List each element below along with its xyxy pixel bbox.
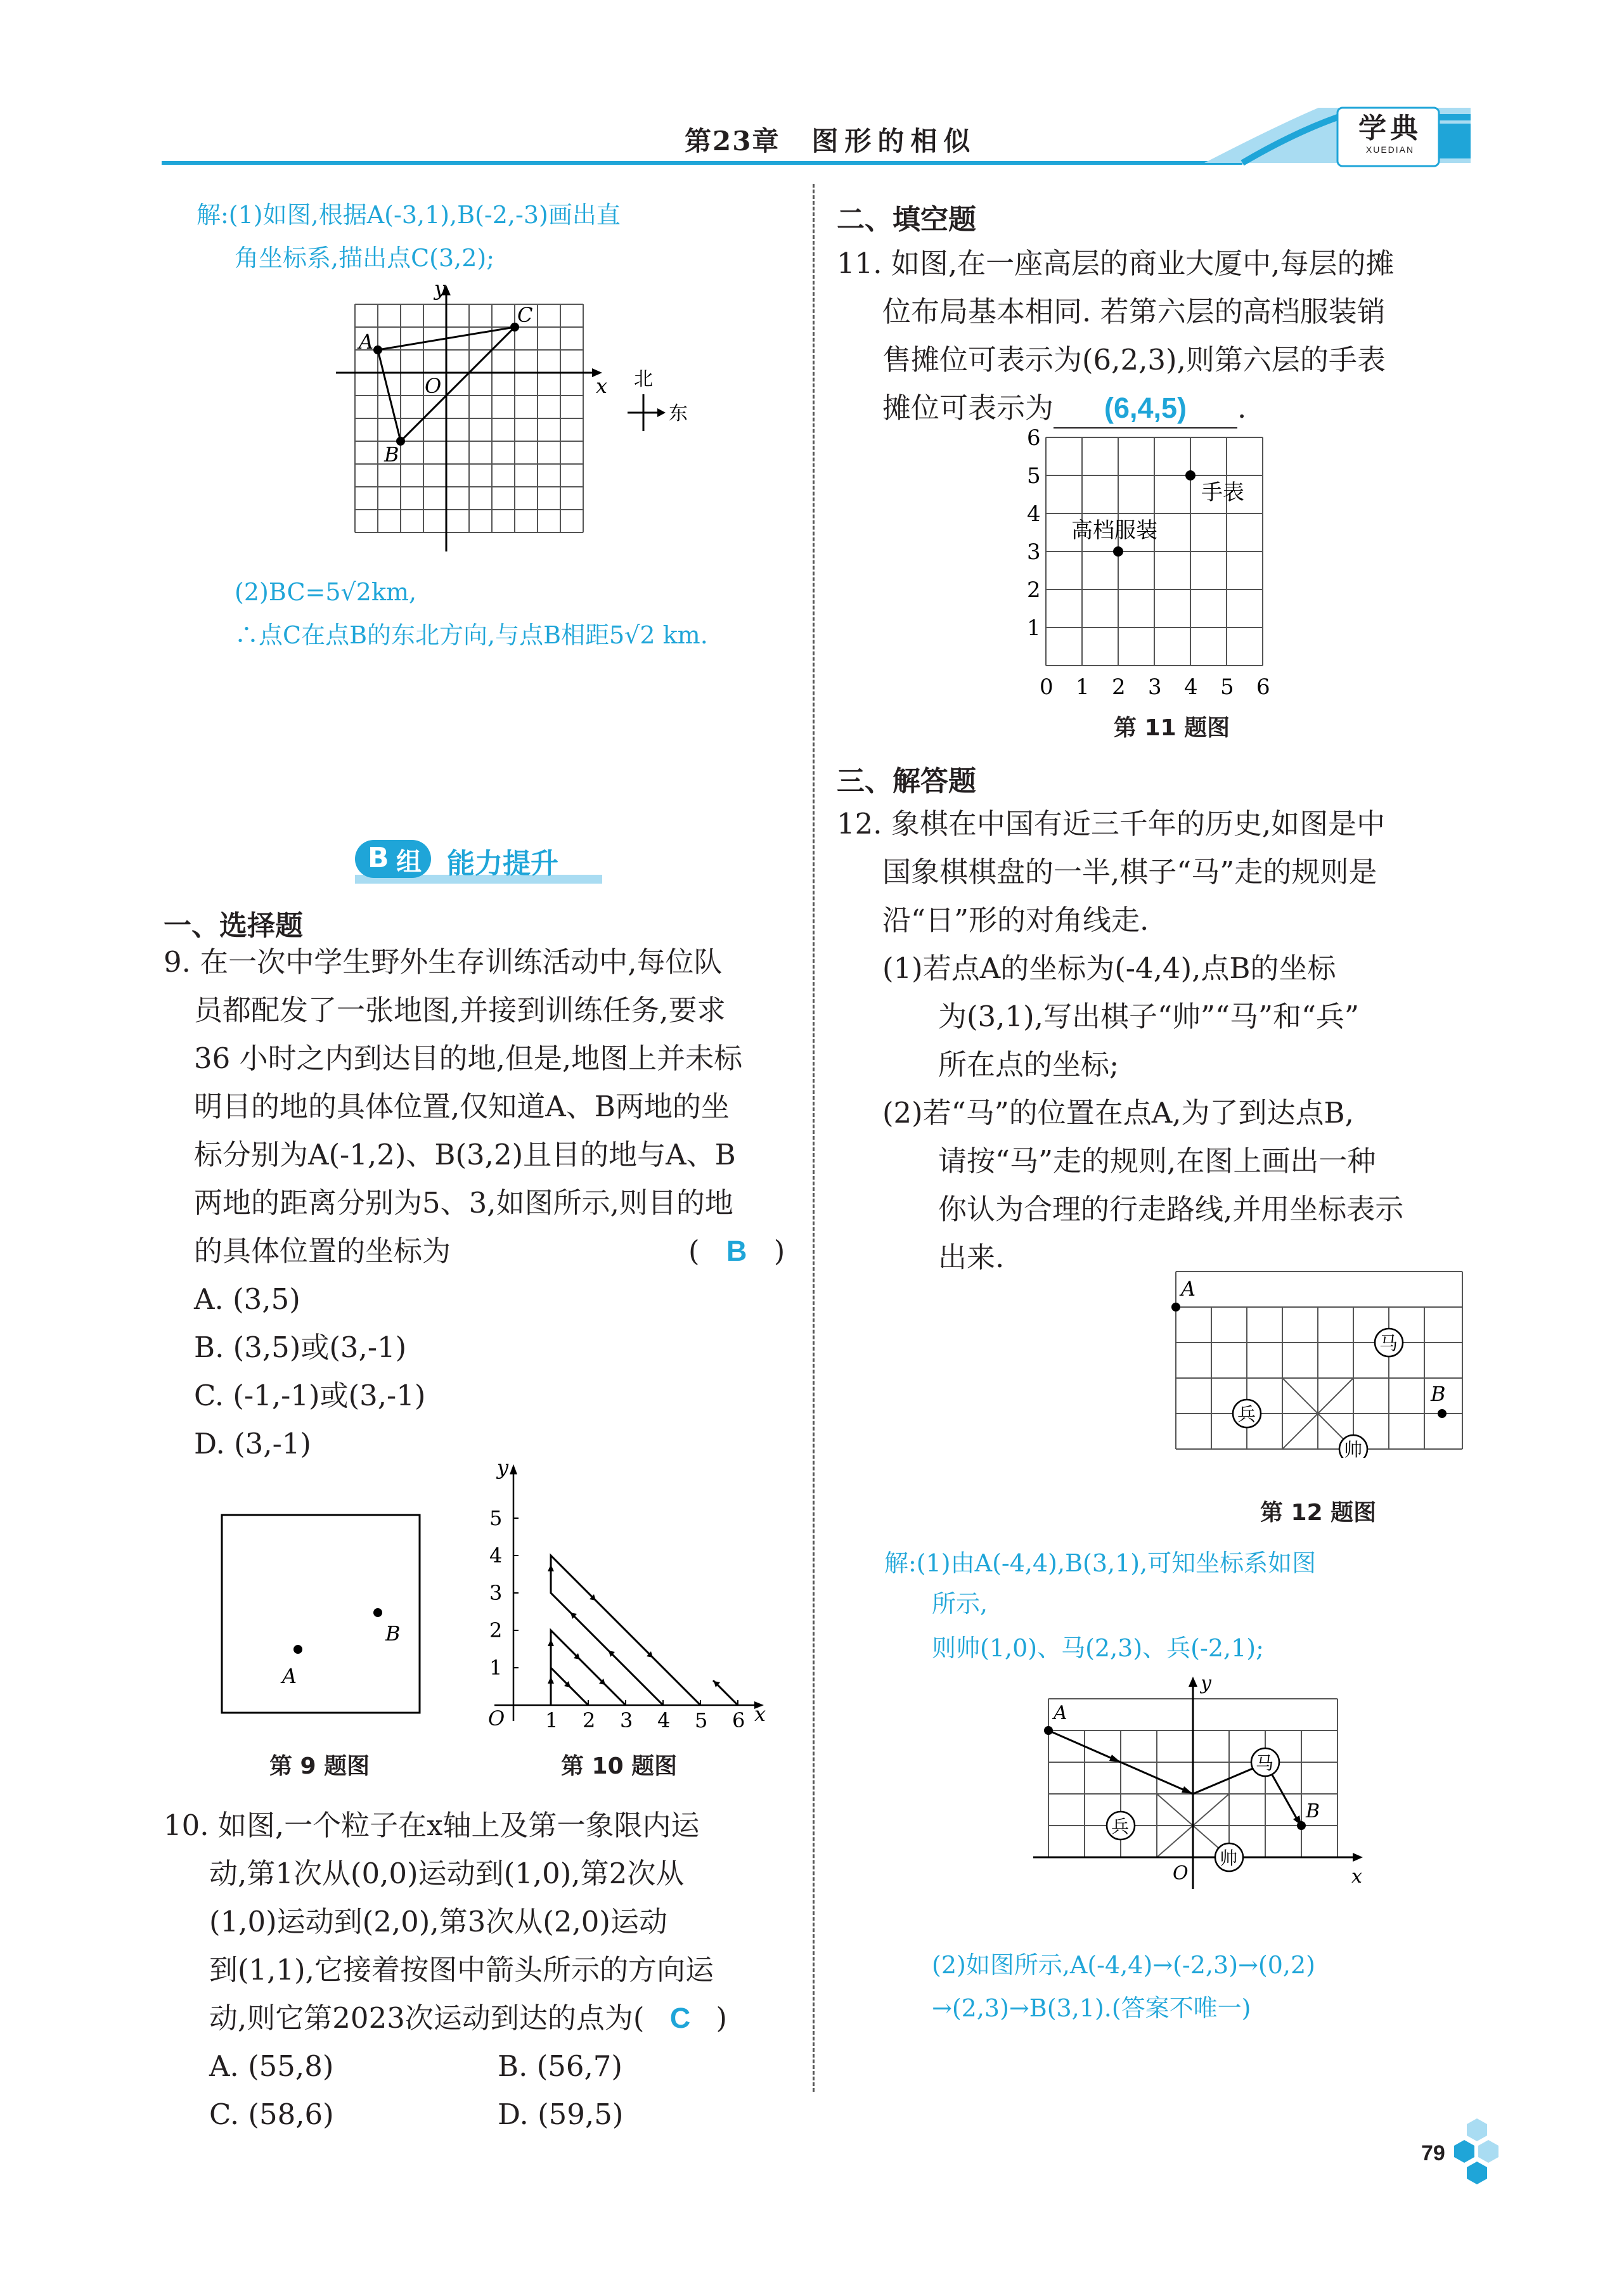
option: B. (3,5)或(3,-1) — [194, 1331, 407, 1364]
x-tick-label: 4 — [657, 1708, 671, 1730]
group-b-title: 能力提升 — [447, 847, 558, 880]
x-tick-label: 3 — [1148, 674, 1162, 700]
q10-answer: C — [669, 2002, 691, 2034]
period: . — [1237, 391, 1247, 425]
y-tick-label: 4 — [489, 1544, 503, 1568]
paren: ( — [688, 1234, 700, 1268]
origin-label: O — [425, 374, 442, 398]
option: A. (3,5) — [194, 1282, 300, 1316]
q12-line: 所在点的坐标; — [938, 1048, 1119, 1081]
q10-line: 到(1,1),它接着按图中箭头所示的方向运 — [209, 1953, 714, 1987]
figure-11 — [1021, 425, 1287, 704]
y-tick-label: 5 — [489, 1506, 503, 1530]
x-tick-label: 1 — [1076, 674, 1090, 700]
svg-text:帅: 帅 — [1220, 1848, 1238, 1869]
q10-line: (1,0)运动到(2,0),第3次从(2,0)运动 — [209, 1905, 667, 1938]
point-a-label: A — [1181, 1277, 1196, 1301]
x-tick-label: 5 — [1220, 674, 1234, 700]
point-b-label: B — [1431, 1382, 1446, 1406]
q9-line: 的具体位置的坐标为 — [194, 1234, 451, 1268]
section-answer-heading: 三、解答题 — [837, 765, 976, 797]
piece-bing — [1233, 1400, 1261, 1428]
y-axis-label: y — [497, 1458, 509, 1479]
option: D. (3,-1) — [194, 1427, 311, 1460]
q12-line: 为(3,1),写出棋子“帅”“马”和“兵” — [938, 1000, 1360, 1033]
q12-line: 国象棋棋盘的一半,棋子“马”走的规则是 — [882, 855, 1377, 889]
solution-12-figure — [1021, 1670, 1376, 1911]
y-tick-label: 3 — [489, 1581, 503, 1605]
q10-line: 动,则它第2023次运动到达的点为( — [209, 2001, 645, 2035]
group-b-banner — [355, 837, 609, 887]
x-tick-label: 5 — [695, 1708, 708, 1730]
point-b-label: B — [384, 442, 399, 467]
y-tick-label: 6 — [1027, 425, 1041, 451]
q9-line: 9. 在一次中学生野外生存训练活动中,每位队 — [164, 945, 723, 979]
east-label: 东 — [669, 403, 688, 425]
y-tick-label: 1 — [489, 1656, 503, 1680]
x-tick-label: 2 — [1112, 674, 1126, 700]
y-axis-label: y — [1201, 1672, 1211, 1694]
x-tick-label: 2 — [583, 1708, 596, 1730]
solution-line: →(2,3)→B(3,1).(答案不唯一) — [932, 1994, 1251, 2022]
q9-line: 员都配发了一张地图,并接到训练任务,要求 — [194, 993, 726, 1027]
group-b-letter: B — [368, 842, 389, 874]
label-watch: 手表 — [1201, 480, 1244, 505]
label-clothing: 高档服装 — [1071, 518, 1157, 543]
q9-answer: B — [726, 1235, 747, 1267]
solution-line: (2)如图所示,A(-4,4)→(-2,3)→(0,2) — [932, 1951, 1315, 1979]
coordinate-figure-abc — [330, 279, 697, 558]
option: C. (-1,-1)或(3,-1) — [194, 1379, 426, 1412]
point-c-label: C — [517, 303, 533, 327]
q10-options — [209, 2042, 780, 2139]
solution-line: 解:(1)由A(-4,4),B(3,1),可知坐标系如图 — [884, 1549, 1317, 1577]
q10-text — [164, 1801, 727, 2042]
x-tick-label: 0 — [1040, 674, 1054, 700]
x-axis-label: x — [596, 374, 608, 398]
solution-line: (2)BC=5√2km, — [235, 578, 417, 606]
y-tick-label: 5 — [1027, 463, 1041, 489]
brand-logo: 学典 XUEDIAN — [1358, 112, 1422, 155]
figure-11-caption: 第 11 题图 — [1114, 715, 1230, 741]
q12-line: 沿“日”形的对角线走. — [882, 903, 1149, 937]
q11-line: 售摊位可表示为(6,2,3),则第六层的手表 — [882, 343, 1386, 377]
point-a-label: A — [359, 330, 374, 354]
solution-line: 则帅(1,0)、马(2,3)、兵(-2,1); — [932, 1634, 1264, 1662]
group-b-word: 组 — [396, 847, 422, 877]
option: D. (59,5) — [498, 2098, 624, 2131]
svg-text:帅: 帅 — [1344, 1439, 1363, 1458]
figure-9 — [216, 1509, 431, 1737]
piece-ma — [1375, 1329, 1403, 1357]
figure-12-caption: 第 12 题图 — [1260, 1500, 1377, 1526]
q10-line: 10. 如图,一个粒子在x轴上及第一象限内运 — [164, 1808, 700, 1842]
origin-label: O — [1173, 1862, 1189, 1885]
q9-options — [194, 1275, 425, 1468]
q12-line: 12. 象棋在中国有近三千年的历史,如图是中 — [837, 807, 1386, 841]
piece-ma — [1251, 1748, 1279, 1776]
figure-10-caption: 第 10 题图 — [561, 1753, 678, 1779]
x-tick-label: 3 — [620, 1708, 633, 1730]
q12-text — [837, 800, 1403, 1282]
solution-line: 所示, — [932, 1590, 988, 1618]
svg-text:马: 马 — [1256, 1753, 1274, 1774]
y-tick-label: 4 — [1027, 501, 1041, 527]
y-tick-label: 3 — [1027, 539, 1041, 565]
solution-line: 解:(1)如图,根据A(-3,1),B(-2,-3)画出直 — [197, 201, 621, 229]
svg-text:兵: 兵 — [1237, 1403, 1256, 1425]
column-divider — [813, 184, 815, 2092]
x-tick-label: 6 — [732, 1708, 745, 1730]
q11-line: 摊位可表示为 — [882, 391, 1054, 425]
svg-text:兵: 兵 — [1111, 1816, 1130, 1837]
svg-text:马: 马 — [1379, 1332, 1398, 1354]
q11-answer: (6,4,5) — [1104, 392, 1187, 424]
q12-line: 出来. — [938, 1241, 1005, 1274]
q12-line: 你认为合理的行走路线,并用坐标表示 — [938, 1192, 1404, 1226]
origin-label: O — [488, 1706, 505, 1730]
point-b-label: B — [1306, 1800, 1320, 1822]
q9-line: 两地的距离分别为5、3,如图所示,则目的地 — [194, 1186, 733, 1220]
page-header — [0, 0, 1624, 171]
x-axis-label: x — [754, 1702, 766, 1726]
paren: ) — [716, 2001, 728, 2035]
x-axis-label: x — [1351, 1866, 1362, 1888]
q9-text — [164, 938, 785, 1275]
north-label: 北 — [634, 368, 653, 390]
point-a-label: A — [1054, 1702, 1067, 1724]
paren: ) — [773, 1234, 785, 1268]
y-tick-label: 2 — [489, 1618, 503, 1642]
q12-line: 请按“马”走的规则,在图上画出一种 — [938, 1144, 1376, 1178]
section-choice-heading: 一、选择题 — [164, 910, 303, 942]
section-fill-heading: 二、填空题 — [837, 203, 976, 236]
chapter-title: 第23章 图形的相似 — [685, 126, 977, 157]
figure-9-caption: 第 9 题图 — [269, 1753, 370, 1779]
figure-10 — [469, 1458, 773, 1730]
option: C. (58,6) — [209, 2098, 334, 2131]
x-tick-label: 1 — [545, 1708, 558, 1730]
q9-line: 明目的地的具体位置,仅知道A、B两地的坐 — [194, 1090, 730, 1123]
q12-line: (1)若点A的坐标为(-4,4),点B的坐标 — [882, 951, 1336, 985]
y-tick-label: 1 — [1027, 615, 1041, 641]
q12-line: (2)若“马”的位置在点A,为了到达点B, — [882, 1096, 1354, 1130]
figure-12 — [1170, 1268, 1474, 1458]
q9-line: 36 小时之内到达目的地,但是,地图上并未标 — [194, 1041, 743, 1075]
solution-line: ∴点C在点B的东北方向,与点B相距5√2 km. — [235, 621, 708, 649]
point-b-label: B — [385, 1621, 401, 1646]
q11-line: 位布局基本相同. 若第六层的高档服装销 — [882, 295, 1386, 328]
x-tick-label: 6 — [1256, 674, 1270, 700]
q9-line: 标分别为A(-1,2)、B(3,2)且目的地与A、B — [194, 1138, 736, 1171]
piece-shuai — [1215, 1843, 1243, 1871]
q11-text — [837, 240, 1394, 432]
q10-line: 动,第1次从(0,0)运动到(1,0),第2次从 — [209, 1857, 685, 1890]
q11-line: 11. 如图,在一座高层的商业大厦中,每层的摊 — [837, 247, 1395, 280]
piece-bing — [1107, 1812, 1135, 1840]
point-a-label: A — [282, 1664, 297, 1688]
y-axis-label: y — [434, 279, 446, 300]
piece-shuai — [1339, 1435, 1367, 1458]
hexagon-decoration — [1452, 2117, 1502, 2187]
option: A. (55,8) — [209, 2049, 334, 2083]
solution-line: 角坐标系,描出点C(3,2); — [235, 244, 495, 272]
page-number: 79 — [1421, 2141, 1445, 2165]
y-tick-label: 2 — [1027, 577, 1041, 603]
option: B. (56,7) — [498, 2049, 622, 2083]
x-tick-label: 4 — [1184, 674, 1198, 700]
